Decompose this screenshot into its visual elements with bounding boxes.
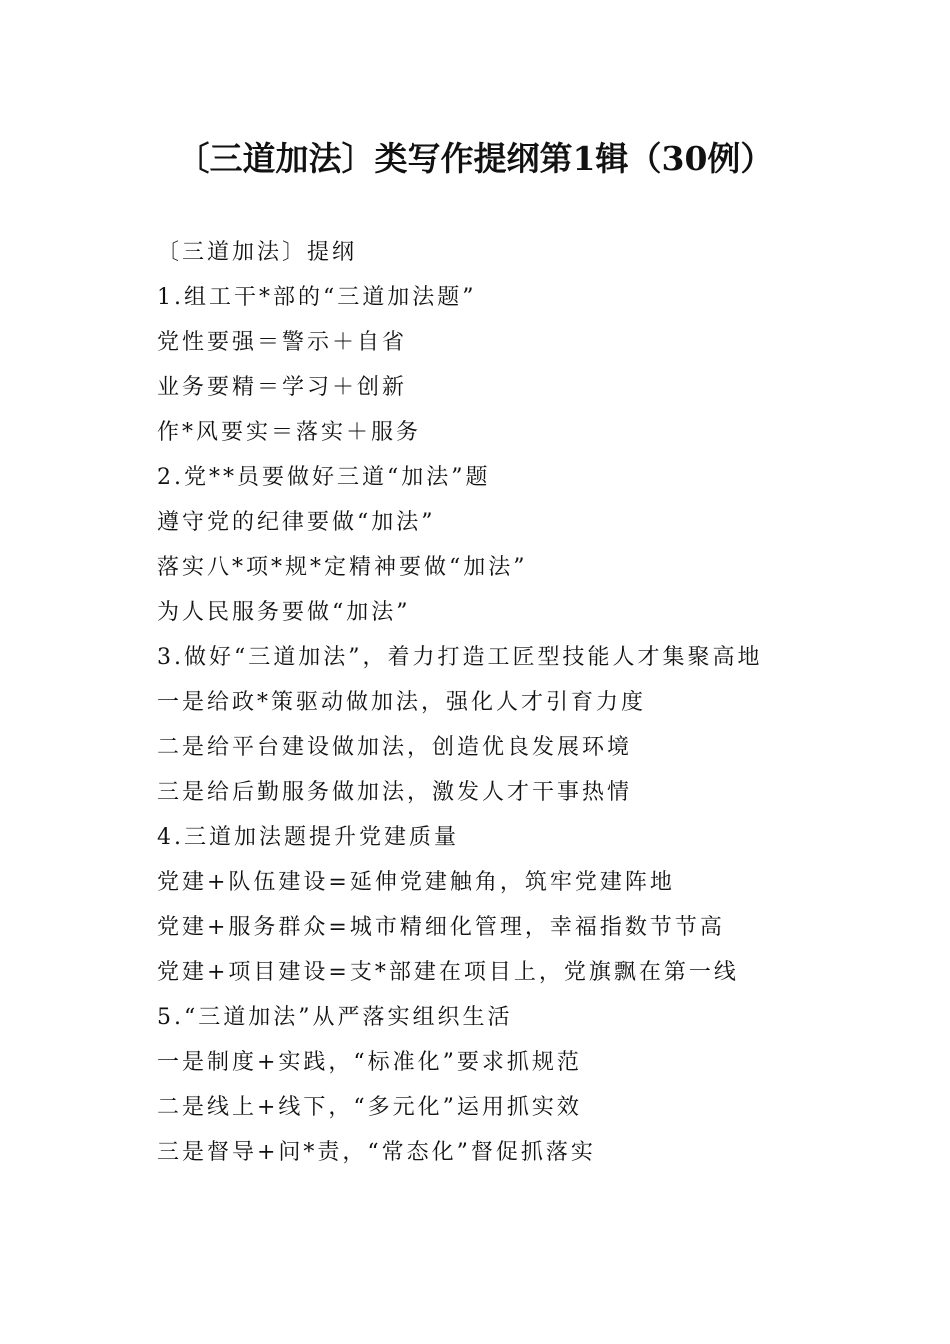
outline-point: 党建+服务群众=城市精细化管理，幸福指数节节高: [157, 915, 725, 940]
outline-item-title: 3.做好“三道加法”，着力打造工匠型技能人才集聚高地: [157, 645, 763, 670]
outline-point: 落实八*项*规*定精神要做“加法”: [157, 555, 528, 580]
outline-point: 为人民服务要做“加法”: [157, 600, 411, 625]
outline-point: 三是给后勤服务做加法，激发人才干事热情: [157, 780, 633, 805]
document-body: [157, 230, 857, 1175]
outline-item-title: 2.党**员要做好三道“加法”题: [157, 465, 491, 490]
outline-point: 业务要精＝学习＋创新: [157, 375, 408, 400]
outline-point: 遵守党的纪律要做“加法”: [157, 510, 436, 535]
outline-item-title: 4.三道加法题提升党建质量: [157, 825, 459, 850]
outline-point: 党性要强＝警示＋自省: [157, 330, 408, 355]
section-heading: 〔三道加法〕提纲: [157, 240, 358, 265]
outline-item-title: 5.“三道加法”从严落实组织生活: [157, 1005, 513, 1030]
outline-point: 三是督导+问*责，“常态化”督促抓落实: [157, 1140, 596, 1165]
outline-point: 二是给平台建设做加法，创造优良发展环境: [157, 735, 633, 760]
outline-point: 党建+队伍建设=延伸党建触角，筑牢党建阵地: [157, 870, 675, 895]
outline-point: 党建+项目建设=支*部建在项目上，党旗飘在第一线: [157, 960, 739, 985]
outline-point: 一是给政*策驱动做加法，强化人才引育力度: [157, 690, 647, 715]
outline-point: 二是线上+线下，“多元化”运用抓实效: [157, 1095, 582, 1120]
document-title: 〔三道加法〕类写作提纲第1辑（30例）: [176, 139, 774, 178]
outline-point: 一是制度+实践，“标准化”要求抓规范: [157, 1050, 582, 1075]
outline-item-title: 1.组工干*部的“三道加法题”: [157, 285, 477, 310]
outline-point: 作*风要实＝落实＋服务: [157, 420, 422, 445]
